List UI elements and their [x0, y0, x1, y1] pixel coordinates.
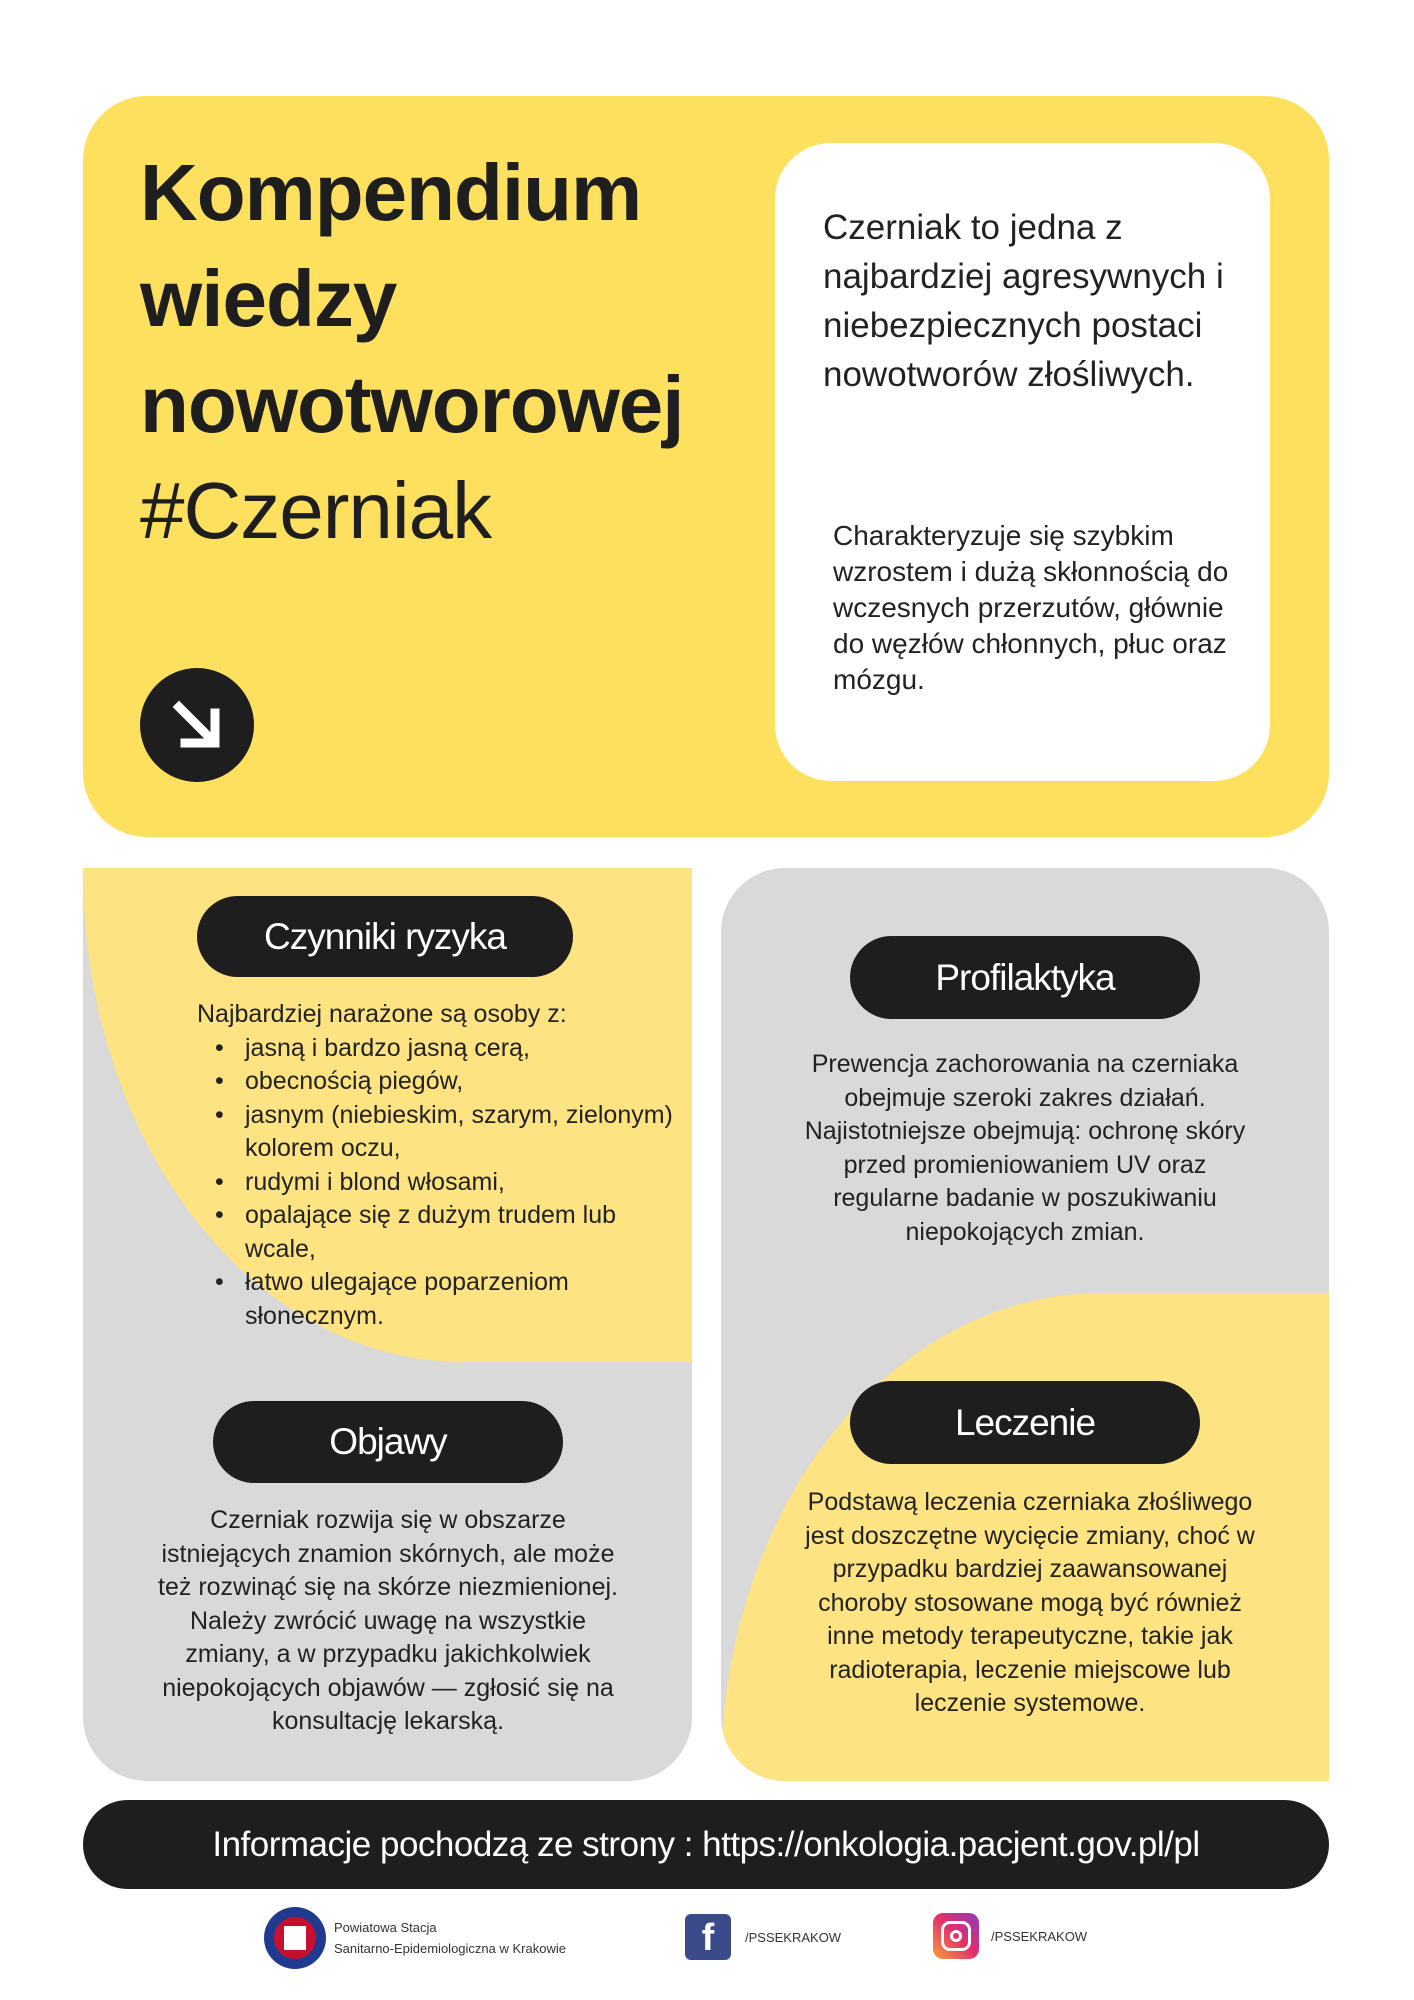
instagram-icon: [933, 1913, 979, 1959]
org-name-line: Powiatowa Stacja: [334, 1920, 437, 1935]
list-item: • jasną i bardzo jasną cerą,: [197, 1032, 677, 1066]
right-panel: [721, 868, 1329, 1781]
instagram-link[interactable]: [933, 1913, 1087, 1959]
arrow-down-right-icon: [140, 668, 254, 782]
source-banner: Informacje pochodzą ze strony : https://onkologia.pacjent.gov.pl/pl: [83, 1800, 1329, 1889]
risk-heading: Czynniki ryzyka: [197, 896, 573, 977]
page-title: [140, 140, 684, 564]
list-item: • opalające się z dużym trudem lub wcale,: [197, 1199, 677, 1266]
org-info: [264, 1907, 566, 1969]
risk-list: [197, 1032, 677, 1334]
symptoms-text: Czerniak rozwija się w obszarze istniejących znamion skórnych, ale może też rozwinąć się na skórze niezmienionej. Należy zwrócić uwagę na wszystkie zmiany, a w przypadku jakichkolwiek niepokojących objawów — zgłosić się na konsultację lekarską.: [158, 1506, 618, 1735]
sanitary-inspection-logo: [264, 1907, 326, 1969]
treatment-text: Podstawą leczenia czerniaka złośliwego jest doszczętne wycięcie zmiany, choć w przypadku bardziej zaawansowanej choroby stosowane mogą być również inne metody terapeutyczne, takie jak radioterapia, leczenie miejscowe lub leczenie systemowe.: [805, 1488, 1255, 1717]
title-line: nowotworowej: [140, 360, 684, 449]
left-panel: [83, 868, 692, 1781]
description-text: Charakteryzuje się szybkim wzrostem i dużą skłonnością do wczesnych przerzutów, głównie do węzłów chłonnych, płuc oraz mózgu.: [833, 520, 1229, 695]
title-line: Kompendium: [140, 148, 642, 237]
prevention-heading: Profilaktyka: [850, 936, 1200, 1019]
risk-section: [197, 998, 677, 1333]
title-line: wiedzy: [140, 254, 397, 343]
list-item: • obecnością piegów,: [197, 1065, 677, 1099]
facebook-icon: f: [685, 1914, 731, 1960]
instagram-handle: /PSSEKRAKOW: [991, 1928, 1088, 1944]
facebook-link[interactable]: [685, 1914, 841, 1960]
hashtag: #Czerniak: [140, 466, 492, 555]
list-item: • łatwo ulegające poparzeniom słonecznym.: [197, 1266, 677, 1333]
list-item: • rudymi i blond włosami,: [197, 1166, 677, 1200]
prevention-text: Prewencja zachorowania na czerniaka obejmuje szeroki zakres działań. Najistotniejsze obejmują: ochronę skóry przed promieniowaniem UV oraz regularne badanie w poszukiwaniu niepokojących zmian.: [804, 1050, 1246, 1246]
list-item: • jasnym (niebieskim, szarym, zielonym) kolorem oczu,: [197, 1099, 677, 1166]
treatment-heading: Leczenie: [850, 1381, 1200, 1464]
risk-intro: Najbardziej narażone są osoby z:: [197, 1000, 567, 1028]
lead-text: Czerniak to jedna z najbardziej agresywnych i niebezpiecznych postaci nowotworów złośliwych.: [823, 208, 1224, 394]
org-name-line: Sanitarno-Epidemiologiczna w Krakowie: [334, 1941, 566, 1956]
symptoms-heading: Objawy: [213, 1401, 563, 1483]
facebook-handle: /PSSEKRAKOW: [745, 1929, 842, 1945]
